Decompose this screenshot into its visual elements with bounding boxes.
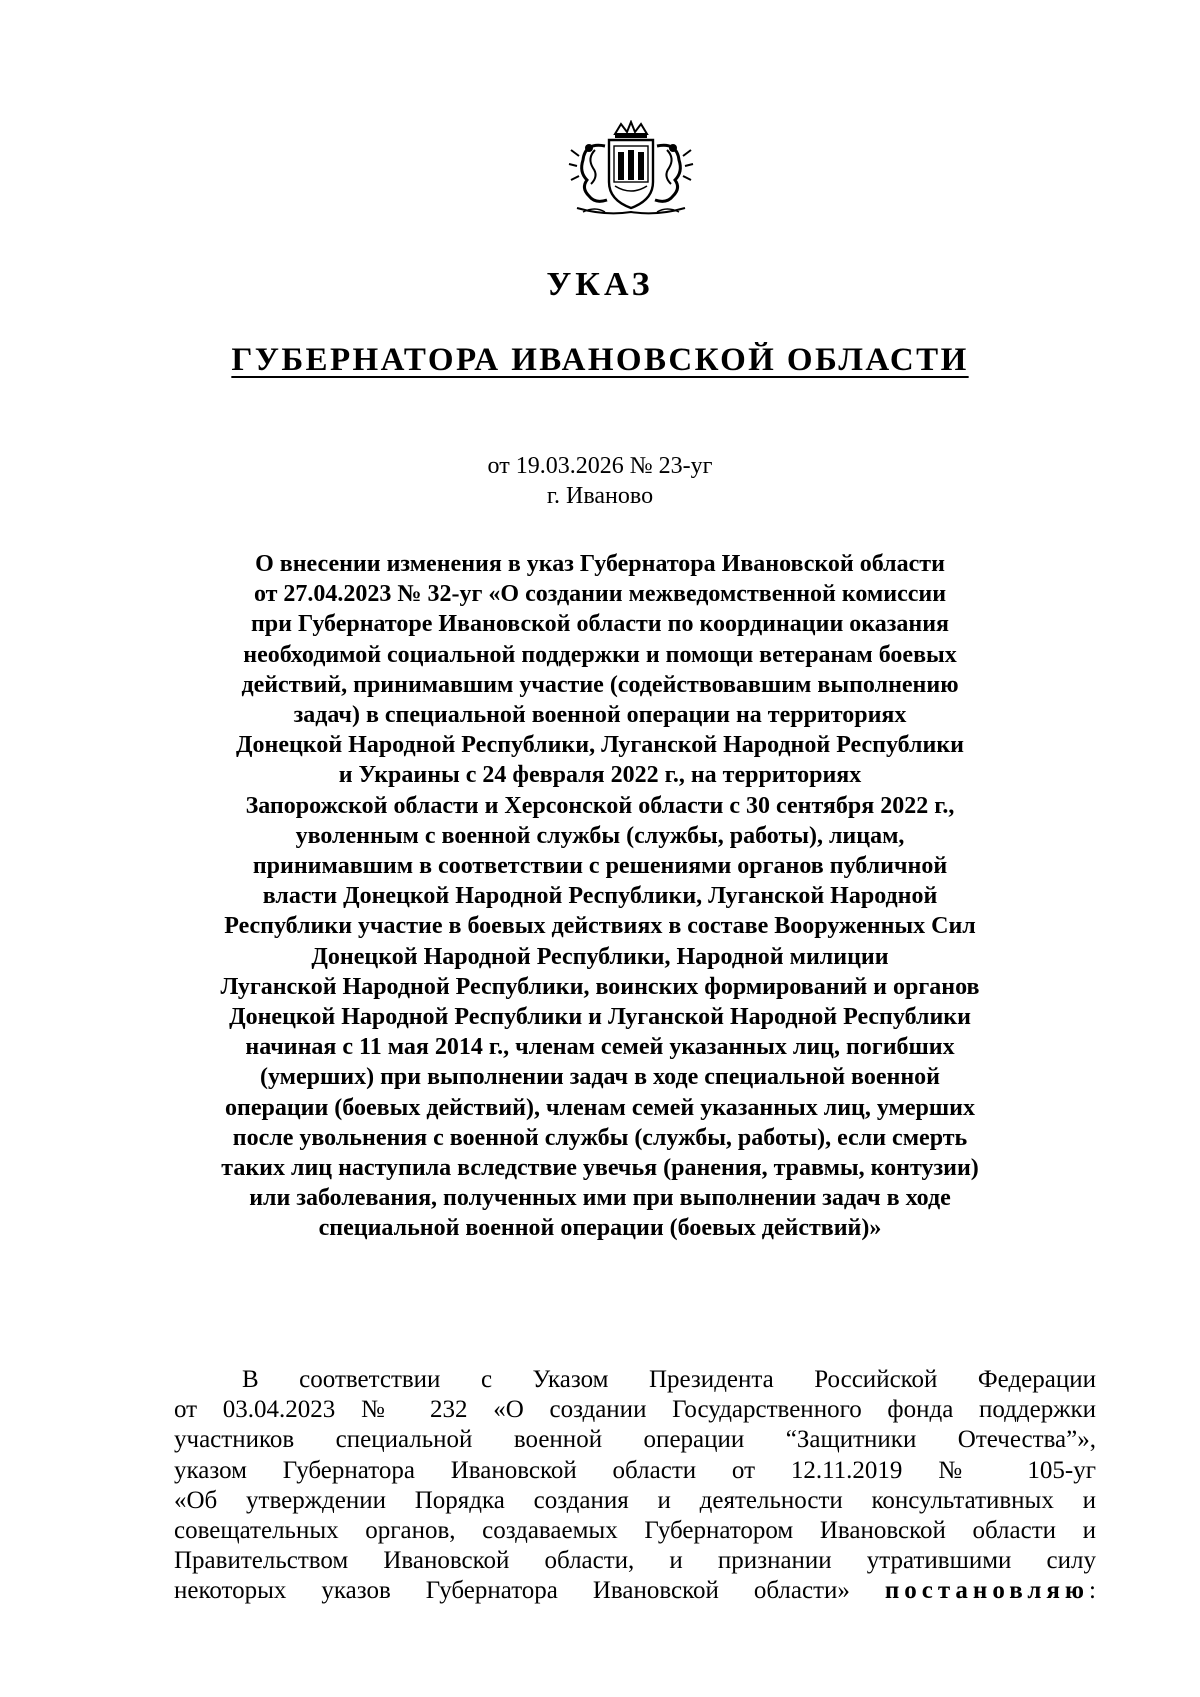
body-line: указом Губернатора Ивановской области от 12.11.2019 № 105-уг bbox=[174, 1456, 1096, 1484]
subject-line: Донецкой Народной Республики и Луганской Народной Республики bbox=[229, 1004, 971, 1031]
subject-line: власти Донецкой Народной Республики, Луганской Народной bbox=[262, 883, 938, 910]
subject-line: после увольнения с военной службы (службы, работы), если смерть bbox=[232, 1124, 968, 1151]
decree-subject bbox=[60, 549, 1140, 1244]
subject-line: специальной военной операции (боевых действий)» bbox=[318, 1215, 882, 1242]
subject-line: и Украины с 24 февраля 2022 г., на территориях bbox=[338, 762, 862, 789]
preamble-paragraph bbox=[174, 1365, 1096, 1607]
coat-of-arms-icon bbox=[565, 120, 697, 218]
city: г. Иваново bbox=[546, 483, 654, 509]
subject-line: (умерших) при выполнении задач в ходе специальной военной bbox=[259, 1064, 940, 1091]
issuer-title bbox=[0, 340, 1200, 380]
subject-line: О внесении изменения в указ Губернатора Ивановской области bbox=[255, 551, 945, 577]
subject-line: начиная с 11 мая 2014 г., членам семей указанных лиц, погибших bbox=[245, 1034, 955, 1061]
subject-line: Республики участие в боевых действиях в составе Вооруженных Сил bbox=[224, 913, 976, 940]
subject-line: задач) в специальной военной операции на территориях bbox=[293, 702, 907, 729]
subject-line: уволенным с военной службы (службы, работы), лицам, bbox=[295, 822, 905, 849]
body-line-text: некоторых указов Губернатора Ивановской области» bbox=[174, 1577, 850, 1605]
body-line: «Об утверждении Порядка создания и деятельности консультативных и bbox=[174, 1486, 1096, 1514]
body-line: В соответствии с Указом Президента Российской Федерации bbox=[242, 1366, 1096, 1393]
subject-line: от 27.04.2023 № 32-уг «О создании межведомственной комиссии bbox=[253, 581, 947, 608]
decree-colon: : bbox=[1089, 1577, 1096, 1605]
subject-line: необходимой социальной поддержки и помощи ветеранам боевых bbox=[243, 641, 957, 668]
subject-line: принимавшим в соответствии с решениями органов публичной bbox=[252, 853, 948, 880]
body-line: Правительством Ивановской области, и признании утратившими силу bbox=[174, 1547, 1096, 1575]
date-and-number: от 19.03.2026 № 23-уг bbox=[487, 453, 713, 479]
subject-line: при Губернаторе Ивановской области по координации оказания bbox=[250, 611, 950, 638]
issuer-title-text: ГУБЕРНАТОРА ИВАНОВСКОЙ ОБЛАСТИ bbox=[231, 342, 969, 378]
subject-line: Луганской Народной Республики, воинских формирований и органов bbox=[220, 973, 980, 1000]
subject-line: таких лиц наступила вследствие увечья (ранения, травмы, контузии) bbox=[221, 1155, 979, 1182]
subject-line: Донецкой Народной Республики, Луганской Народной Республики bbox=[235, 732, 964, 759]
subject-line: действий, принимавшим участие (содействовавшим выполнению bbox=[241, 671, 959, 698]
body-line: участников специальной военной операции “Защитники Отечества”», bbox=[174, 1426, 1096, 1454]
body-line: от 03.04.2023 № 232 «О создании Государственного фонда поддержки bbox=[174, 1396, 1096, 1424]
subject-line: операции (боевых действий), членам семей указанных лиц, умерших bbox=[224, 1094, 975, 1121]
body-line: совещательных органов, создаваемых Губернатором Ивановской области и bbox=[174, 1517, 1096, 1545]
decree-word: постановляю bbox=[884, 1577, 1090, 1605]
document-type-title: УКАЗ bbox=[546, 266, 654, 303]
subject-line: Донецкой Народной Республики, Народной милиции bbox=[311, 943, 889, 970]
body-line-last bbox=[174, 1576, 1096, 1606]
subject-line: Запорожской области и Херсонской области с 30 сентября 2022 г., bbox=[245, 792, 955, 819]
subject-line: или заболевания, полученных ими при выполнении задач в ходе bbox=[249, 1185, 951, 1212]
